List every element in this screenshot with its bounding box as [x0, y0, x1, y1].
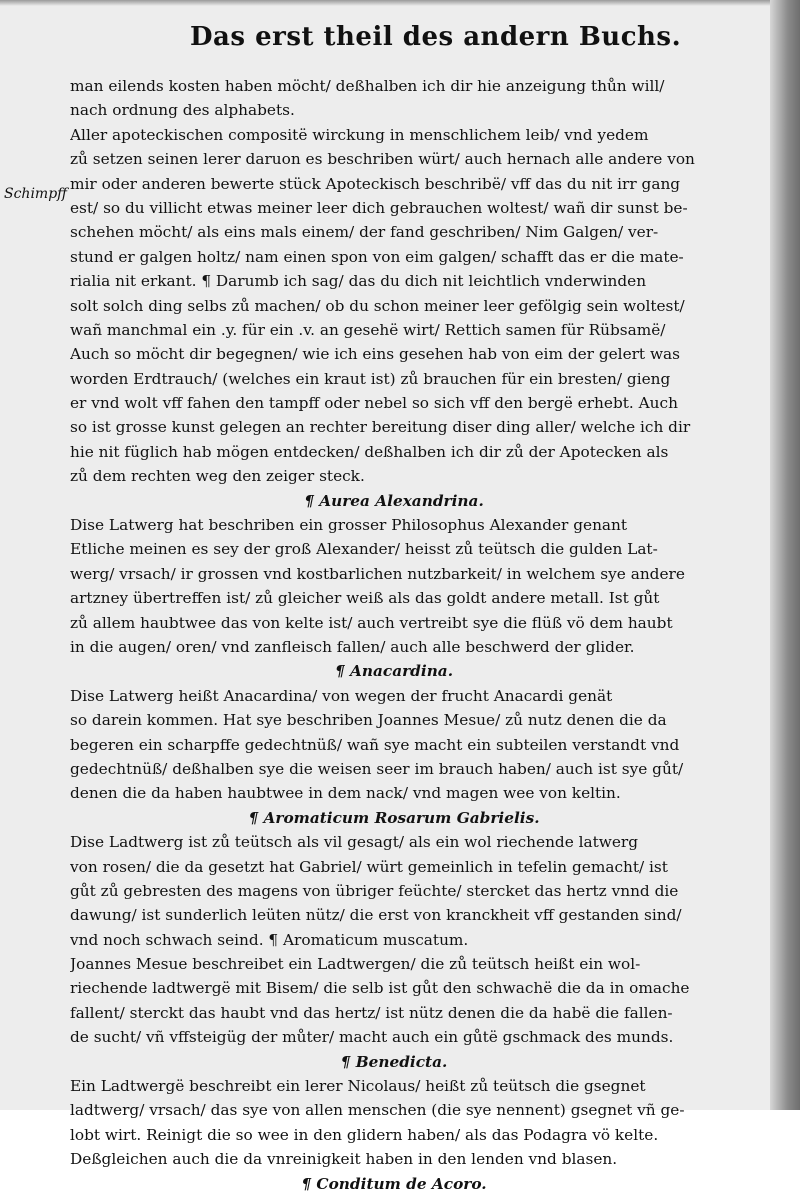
running-header: Das erst theil des andern Buchs.: [190, 22, 682, 52]
text-line: Ein Ladtwergë beschreibt ein lerer Nicolaus/ heißt zů teütsch die gsegnet: [70, 1077, 646, 1096]
page-gutter-shadow: [770, 0, 800, 1110]
text-line: Joannes Mesue beschreibet ein Ladtwergen/ die zů teütsch heißt ein wol-: [70, 955, 641, 974]
text-line: zů allem haubtwee das von kelte ist/ auch vertreibt sye die flüß vö dem haubt: [70, 613, 673, 632]
section-heading: ¶ Conditum de Acoro.: [301, 1174, 487, 1193]
text-line: est/ so du villicht etwas meiner leer dich gebrauchen woltest/ wañ dir sunst be-: [70, 198, 688, 217]
text-line: wañ manchmal ein .y. für ein .v. an gesehë wirt/ Rettich samen für Rübsamë/: [70, 320, 666, 339]
section-heading: ¶ Anacardina.: [334, 662, 454, 681]
text-line: gůt zů gebresten des magens von übriger feüchte/ stercket das hertz vnnd die: [70, 881, 679, 900]
text-line: zů dem rechten weg den zeiger steck.: [70, 467, 365, 486]
text-line: Aller apoteckischen compositë wirckung in menschlichem leib/ vnd yedem: [70, 125, 649, 144]
text-line: solt solch ding selbs zů machen/ ob du schon meiner leer gefölgig sein woltest/: [70, 296, 685, 315]
text-line: worden Erdtrauch/ (welches ein kraut ist) zů brauchen für ein bresten/ gieng: [70, 369, 671, 388]
text-line: Auch so möcht dir begegnen/ wie ich eins gesehen hab von eim der gelert was: [70, 345, 681, 364]
text-line: hie nit füglich hab mögen entdecken/ deßhalben ich dir zů der Apotecken als: [70, 442, 669, 461]
text-line: gedechtnüß/ deßhalben sye die weisen seer im brauch haben/ auch ist sye gůt/: [70, 759, 684, 778]
text-line: rialia nit erkant. ¶ Darumb ich sag/ das du dich nit leichtlich vnderwinden: [70, 272, 647, 291]
text-line: Dise Latwerg heißt Anacardina/ von wegen der frucht Anacardi genät: [70, 686, 613, 705]
text-line: fallent/ sterckt das haubt vnd das hertz/ ist nütz denen die da habë die fallen-: [70, 1003, 673, 1022]
text-line: artzney übertreffen ist/ zů gleicher weiß als das goldt andere metall. Ist gůt: [70, 589, 660, 608]
text-line: so ist grosse kunst gelegen an rechter bereitung diser ding aller/ welche ich dir: [70, 418, 691, 437]
text-line: stund er galgen holtz/ nam einen spon von eim galgen/ schafft das er die mate-: [70, 247, 684, 266]
section-heading: ¶ Aurea Alexandrina.: [304, 491, 484, 510]
text-line: lobt wirt. Reinigt die so wee in den glidern haben/ als das Podagra vö kelte.: [70, 1125, 659, 1144]
text-line: schehen möcht/ als eins mals einem/ der fand geschriben/ Nim Galgen/ ver-: [70, 223, 659, 242]
text-line: man eilends kosten haben möcht/ deßhalben ich dir hie anzeigung thůn will/: [70, 77, 665, 95]
section-heading: ¶ Aromaticum Rosarum Gabrielis.: [248, 808, 540, 827]
margin-note: Schimpff: [4, 186, 68, 202]
text-line: begeren ein scharpffe gedechtnüß/ wañ sye macht ein subteilen verstandt vnd: [70, 735, 680, 754]
text-line: in die augen/ oren/ vnd zanfleisch fallen/ auch alle beschwerd der glider.: [70, 637, 635, 656]
text-line: Deßgleichen auch die da vnreinigkeit haben in den lenden vnd blasen.: [70, 1150, 618, 1169]
text-line: so darein kommen. Hat sye beschriben Joannes Mesue/ zů nutz denen die da: [70, 711, 667, 730]
body-text: [70, 74, 718, 1196]
text-line: ladtwerg/ vrsach/ das sye von allen menschen (die sye nennent) gsegnet vñ ge-: [70, 1101, 685, 1120]
text-line: Dise Ladtwerg ist zů teütsch als vil gesagt/ als ein wol riechende latwerg: [70, 833, 639, 852]
text-line: von rosen/ die da gesetzt hat Gabriel/ würt gemeinlich in tefelin gemacht/ ist: [70, 857, 668, 876]
text-line: dawung/ ist sunderlich leüten nütz/ die erst von kranckheit vff gestanden sind/: [70, 906, 682, 925]
text-line: zů setzen seinen lerer daruon es beschriben würt/ auch hernach alle andere von: [70, 150, 695, 169]
page-top-edge: [0, 0, 800, 6]
text-line: vnd noch schwach seind. ¶ Aromaticum muscatum.: [70, 930, 469, 949]
text-line: mir oder anderen bewerte stück Apoteckisch beschribë/ vff das du nit irr gang: [70, 174, 681, 193]
text-line: Dise Latwerg hat beschriben ein grosser Philosophus Alexander genant: [70, 516, 628, 535]
section-heading: ¶ Benedicta.: [340, 1052, 448, 1071]
text-line: denen die da haben haubtwee in dem nack/ vnd magen wee von keltin.: [70, 784, 621, 803]
text-line: de sucht/ vñ vffsteigüg der můter/ macht auch ein gůtë gschmack des munds.: [70, 1028, 674, 1047]
text-line: Etliche meinen es sey der groß Alexander/ heisst zů teütsch die gulden Lat-: [70, 540, 658, 559]
text-line: nach ordnung des alphabets.: [70, 101, 295, 120]
text-line: riechende ladtwergë mit Bisem/ die selb ist gůt den schwachë die da in omache: [70, 979, 690, 998]
text-line: werg/ vrsach/ ir grossen vnd kostbarlichen nutzbarkeit/ in welchem sye andere: [70, 564, 685, 583]
text-line: er vnd wolt vff fahen den tampff oder nebel so sich vff den bergë erhebt. Auch: [70, 394, 678, 413]
